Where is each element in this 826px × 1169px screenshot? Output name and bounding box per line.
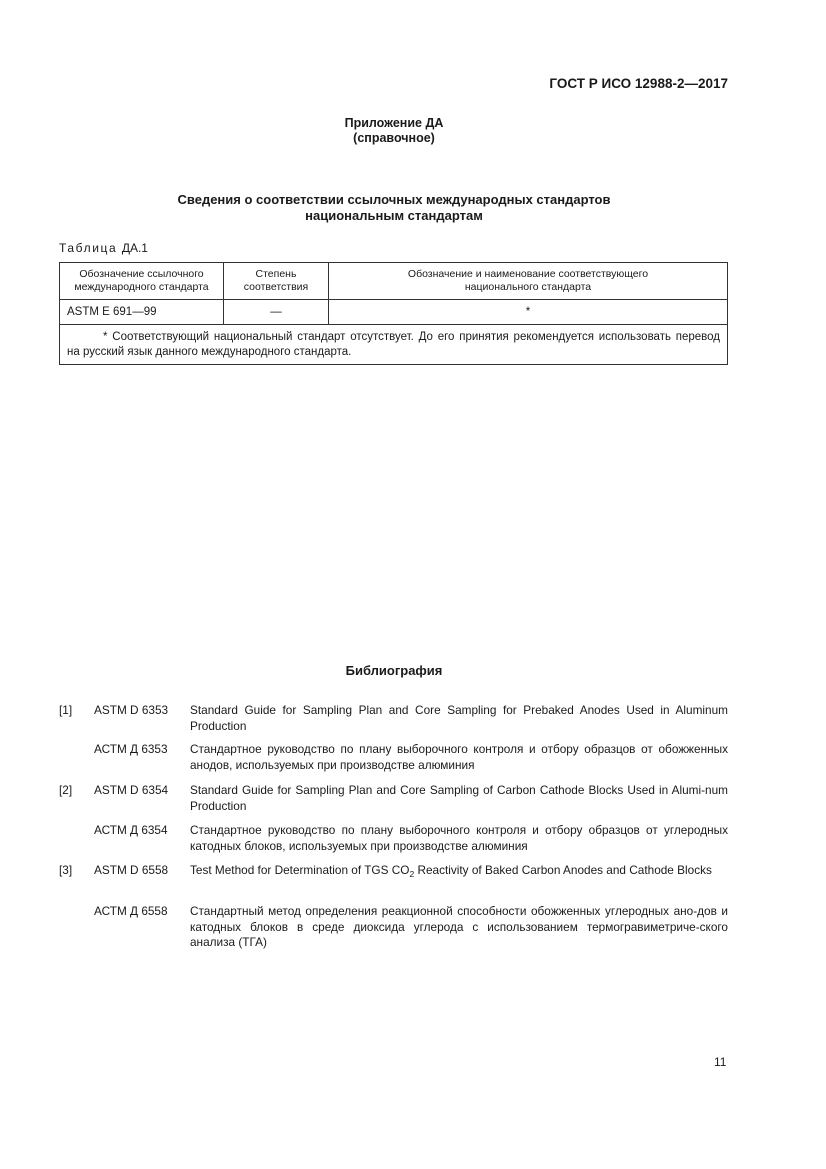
bibliography-code: ASTM D 6354	[94, 783, 169, 797]
bibliography-number: [2]	[59, 783, 73, 797]
header-national-line2: национального стандарта	[464, 281, 592, 293]
bibliography-entry-3-ru	[59, 904, 728, 952]
bibliography-entry-3-en	[59, 863, 728, 895]
header-cell-designation	[60, 263, 224, 300]
appendix-subtitle: (справочное)	[353, 131, 435, 145]
bibliography-entry-1-ru	[59, 742, 728, 774]
header-degree-line1: Степень	[255, 268, 297, 280]
header-designation-line2: международного стандарта	[74, 281, 209, 293]
bibliography-title-ru: Стандартный метод определения реакционной способности обожженных углеродных ано-дов и катодных блоков в среде диоксида углерода с использованием термогравиметриче-ского анализа (ТГА)	[190, 904, 728, 949]
table-row	[60, 300, 728, 325]
header-designation-line1: Обозначение ссылочного	[79, 268, 204, 280]
header-degree-line2: соответствия	[243, 281, 309, 293]
title-en-part2: Reactivity of Baked Carbon Anodes and Cathode Blocks	[414, 863, 712, 877]
table-caption-id: ДА.1	[121, 241, 148, 255]
bibliography-title-en: Standard Guide for Sampling Plan and Core Sampling for Prebaked Anodes Used in Aluminum Production	[190, 703, 728, 733]
appendix-title: Приложение ДА	[344, 116, 444, 130]
table-footnote: * Соответствующий национальный стандарт отсутствует. До его принятия рекомендуется использовать перевод на русский язык данного международного стандарта.	[60, 325, 728, 365]
bibliography-title-en: Standard Guide for Sampling Plan and Core Sampling of Carbon Cathode Blocks Used in Alumi-num Production	[190, 783, 728, 813]
table-header-row	[60, 263, 728, 300]
bibliography-title: Библиография	[345, 663, 443, 678]
cell-degree: —	[224, 300, 329, 325]
bibliography-code: АСТМ Д 6353	[94, 742, 168, 756]
appendix-heading	[0, 116, 788, 146]
document-title-line2: национальным стандартам	[305, 208, 483, 223]
bibliography-title-ru: Стандартное руководство по плану выборочного контроля и отбору образцов от обожженных анодов, используемых при производстве алюминия	[190, 742, 728, 772]
bibliography-number: [1]	[59, 703, 73, 717]
header-national-line1: Обозначение и наименование соответствующего	[407, 268, 649, 280]
cell-designation: ASTM E 691—99	[60, 300, 224, 325]
table-caption	[59, 241, 148, 255]
bibliography-code: ASTM D 6558	[94, 863, 169, 877]
header-cell-national	[329, 263, 728, 300]
bibliography-code: АСТМ Д 6558	[94, 904, 168, 918]
header-cell-degree	[224, 263, 329, 300]
table-footnote-row	[60, 325, 728, 365]
page-number: 11	[714, 1055, 727, 1069]
bibliography-entry-2-ru	[59, 823, 728, 855]
bibliography-title-en	[190, 863, 728, 883]
document-title-line1: Сведения о соответствии ссылочных международных стандартов	[177, 192, 611, 207]
title-en-part1: Test Method for Determination of TGS CO	[190, 863, 410, 877]
bibliography-entry-1-en	[59, 703, 728, 735]
bibliography-number: [3]	[59, 863, 73, 877]
subscript-2: 2	[409, 869, 415, 879]
table-caption-word: Таблица	[59, 241, 118, 255]
standard-code-header: ГОСТ Р ИСО 12988-2—2017	[549, 76, 728, 91]
bibliography-code: АСТМ Д 6354	[94, 823, 168, 837]
cell-national: *	[329, 300, 728, 325]
correspondence-table	[59, 262, 728, 365]
bibliography-entry-2-en	[59, 783, 728, 815]
bibliography-title-ru: Стандартное руководство по плану выборочного контроля и отбору образцов от углеродных катодных блоков, используемых при производстве алюминия	[190, 823, 728, 853]
bibliography-code: ASTM D 6353	[94, 703, 169, 717]
document-title	[0, 192, 788, 224]
